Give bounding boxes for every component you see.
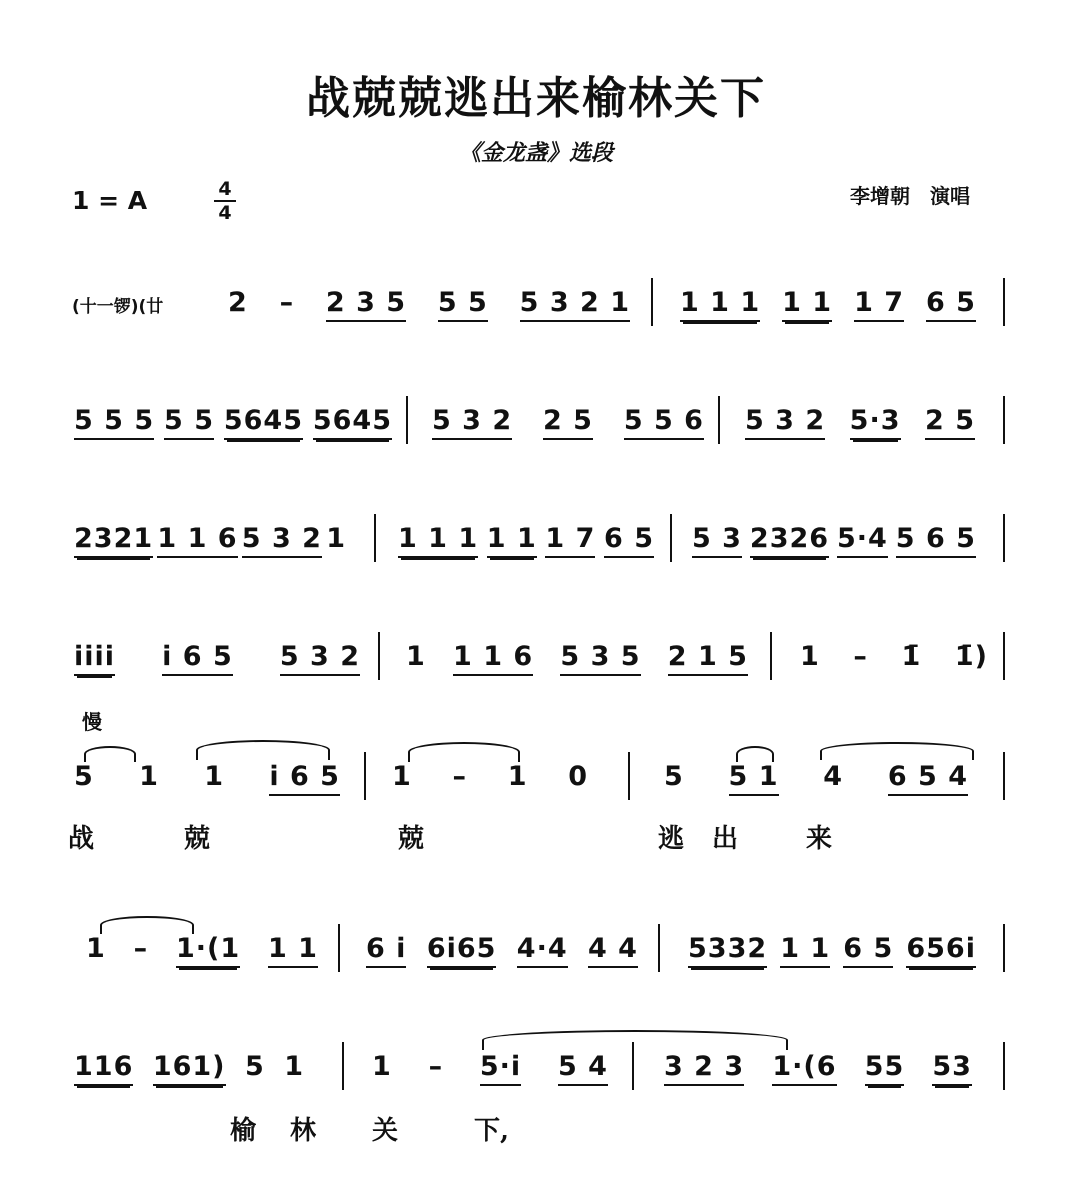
note-group: 1: [392, 761, 412, 792]
score-line-3: [0, 508, 1072, 578]
note-group: 1 7: [854, 272, 904, 322]
note-group: 5: [664, 761, 684, 792]
note-group: 5 5: [164, 390, 214, 440]
measure: [664, 1036, 972, 1106]
note-group: 5 6 5: [896, 508, 976, 558]
lyric: 榆: [230, 1116, 257, 1146]
note-group: 1̄: [901, 641, 922, 672]
song-subtitle: 《金龙盏》选段: [458, 140, 613, 166]
measure: [432, 390, 704, 460]
score-line-7: [0, 1036, 1072, 1106]
note-group: 5645: [313, 390, 392, 440]
intro-percussion-mark: (十一锣)(廿: [72, 297, 164, 317]
measure: [74, 508, 346, 578]
bar-line: [406, 396, 408, 444]
bar-line: [342, 1042, 344, 1090]
lyric: 战: [68, 824, 95, 854]
bar-line: [1003, 632, 1005, 680]
note-group: 161): [153, 1036, 226, 1086]
note-group: 5·4: [837, 508, 888, 558]
note-group: –: [428, 1051, 444, 1082]
note-group: 1 1: [782, 272, 832, 322]
note-group: 6 i̇: [366, 918, 406, 968]
key-signature: 1 = A: [72, 186, 148, 215]
bar-line: [364, 752, 366, 800]
note-group: 2326: [750, 508, 829, 558]
lyric: 下,: [474, 1116, 510, 1146]
note-group: 4 4: [588, 918, 638, 968]
lyric: 关: [372, 1116, 399, 1146]
note-group: 55: [865, 1036, 905, 1086]
time-signature: [210, 178, 240, 224]
measure: [692, 508, 976, 578]
measure: [800, 626, 988, 696]
bar-line: [770, 632, 772, 680]
note-group: 1 1 1: [680, 272, 760, 322]
time-signature-top: 4: [218, 178, 232, 200]
bar-line: [1003, 1042, 1005, 1090]
bar-line: [1003, 752, 1005, 800]
measure: [74, 390, 392, 460]
note-group: 2 5: [543, 390, 593, 440]
note-group: 5·i̇: [480, 1036, 521, 1086]
lyric: 兢: [398, 824, 425, 854]
note-group: 2 5: [925, 390, 975, 440]
bar-line: [338, 924, 340, 972]
note-group: 5: [244, 1051, 265, 1082]
note-group: 2 1 5: [668, 626, 748, 676]
bar-line: [651, 278, 653, 326]
note-group: –: [853, 641, 868, 672]
note-group: 5 3: [692, 508, 742, 558]
note-group: 2: [228, 287, 248, 318]
measure: [86, 918, 318, 988]
note-group: 4: [823, 761, 844, 792]
note-group: 2 3 5: [326, 272, 406, 322]
lyric: 来: [806, 824, 833, 854]
note-group: 5 3 5: [560, 626, 640, 676]
note-group: –: [133, 933, 149, 964]
note-group: –: [452, 761, 467, 792]
time-signature-bottom: 4: [218, 202, 232, 224]
note-group: 5 1: [729, 746, 779, 796]
score-line-5: [0, 746, 1072, 816]
bar-line: [1003, 924, 1005, 972]
note-group: 1·(1: [176, 918, 240, 968]
score-line-1: [0, 272, 1072, 342]
note-group: 1·(6: [772, 1036, 836, 1086]
measure: [372, 1036, 608, 1106]
bar-line: [1003, 278, 1005, 326]
bar-line: [378, 632, 380, 680]
measure: [680, 272, 976, 342]
note-group: 1̄): [954, 641, 988, 672]
measure: [398, 508, 654, 578]
measure: [74, 626, 360, 696]
note-group: 6 5: [926, 272, 976, 322]
score-line-4: [0, 626, 1072, 696]
note-group: 5 4: [558, 1036, 608, 1086]
song-title: 战兢兢逃出来榆林关下: [306, 73, 766, 124]
note-group: 1: [86, 933, 106, 964]
note-group: 1 1 6: [157, 508, 237, 558]
note-group: 116: [74, 1036, 133, 1086]
note-group: i̇ 6 5: [162, 626, 233, 676]
note-group: 1 1: [487, 508, 537, 558]
measure: [74, 1036, 304, 1106]
note-group: 1: [372, 1051, 392, 1082]
note-group: 4·4: [517, 918, 568, 968]
note-group: 53: [932, 1036, 972, 1086]
bar-line: [670, 514, 672, 562]
note-group: 0: [568, 761, 588, 792]
note-group: 1: [284, 1051, 304, 1082]
measure: [688, 918, 976, 988]
measure: [228, 272, 630, 342]
measure: [366, 918, 638, 988]
note-group: i̇ 6 5: [269, 746, 340, 796]
bar-line: [1003, 396, 1005, 444]
note-group: 1: [204, 761, 225, 792]
bar-line: [718, 396, 720, 444]
measure: [74, 746, 340, 816]
note-group: 5 5: [438, 272, 488, 322]
note-group: 5 3 2: [432, 390, 512, 440]
note-group: 6 5: [843, 918, 893, 968]
note-group: 5645: [224, 390, 303, 440]
note-group: 6 5 4: [888, 746, 968, 796]
note-group: 6i̇65: [427, 918, 497, 968]
note-group: 5·3: [850, 390, 901, 440]
performer-credit: 李增朝 演唱: [850, 184, 970, 208]
note-group: 1: [326, 523, 346, 554]
note-group: 5: [74, 761, 94, 792]
note-group: 1: [406, 641, 426, 672]
note-group: 5 3 2: [745, 390, 825, 440]
bar-line: [374, 514, 376, 562]
measure: [406, 626, 748, 696]
note-group: 5332: [688, 918, 767, 968]
note-group: 5 5 6: [624, 390, 704, 440]
lyric: 逃出: [658, 824, 767, 854]
note-group: –: [279, 287, 295, 318]
score-line-6: [0, 918, 1072, 988]
note-group: 656i̇: [906, 918, 976, 968]
note-group: 1: [139, 761, 159, 792]
note-group: 1 1: [268, 918, 318, 968]
bar-line: [658, 924, 660, 972]
note-group: 1: [800, 641, 820, 672]
note-group: 5 3 2: [242, 508, 322, 558]
note-group: 1 1 6: [453, 626, 533, 676]
bar-line: [628, 752, 630, 800]
note-group: 6 5: [604, 508, 654, 558]
score-line-2: [0, 390, 1072, 460]
note-group: 1: [507, 761, 528, 792]
note-group: 5 3 2: [280, 626, 360, 676]
note-group: 5 5 5: [74, 390, 154, 440]
note-group: 1 1 1: [398, 508, 478, 558]
bar-line: [632, 1042, 634, 1090]
measure: [664, 746, 968, 816]
note-group: i̇i̇i̇i̇: [74, 626, 115, 676]
note-group: 1 1: [780, 918, 830, 968]
lyric: 林: [290, 1116, 317, 1146]
note-group: 2321: [74, 508, 153, 558]
lyrics-line-7: [0, 1110, 1072, 1150]
lyrics-line-5: [0, 818, 1072, 858]
note-group: 5 3 2 1: [520, 272, 630, 322]
tempo-mark: 慢: [82, 710, 102, 734]
note-group: 1 7: [545, 508, 595, 558]
measure: [392, 746, 588, 816]
lyric: 兢: [184, 824, 211, 854]
bar-line: [1003, 514, 1005, 562]
measure: [745, 390, 975, 460]
note-group: 3 2 3: [664, 1036, 744, 1086]
